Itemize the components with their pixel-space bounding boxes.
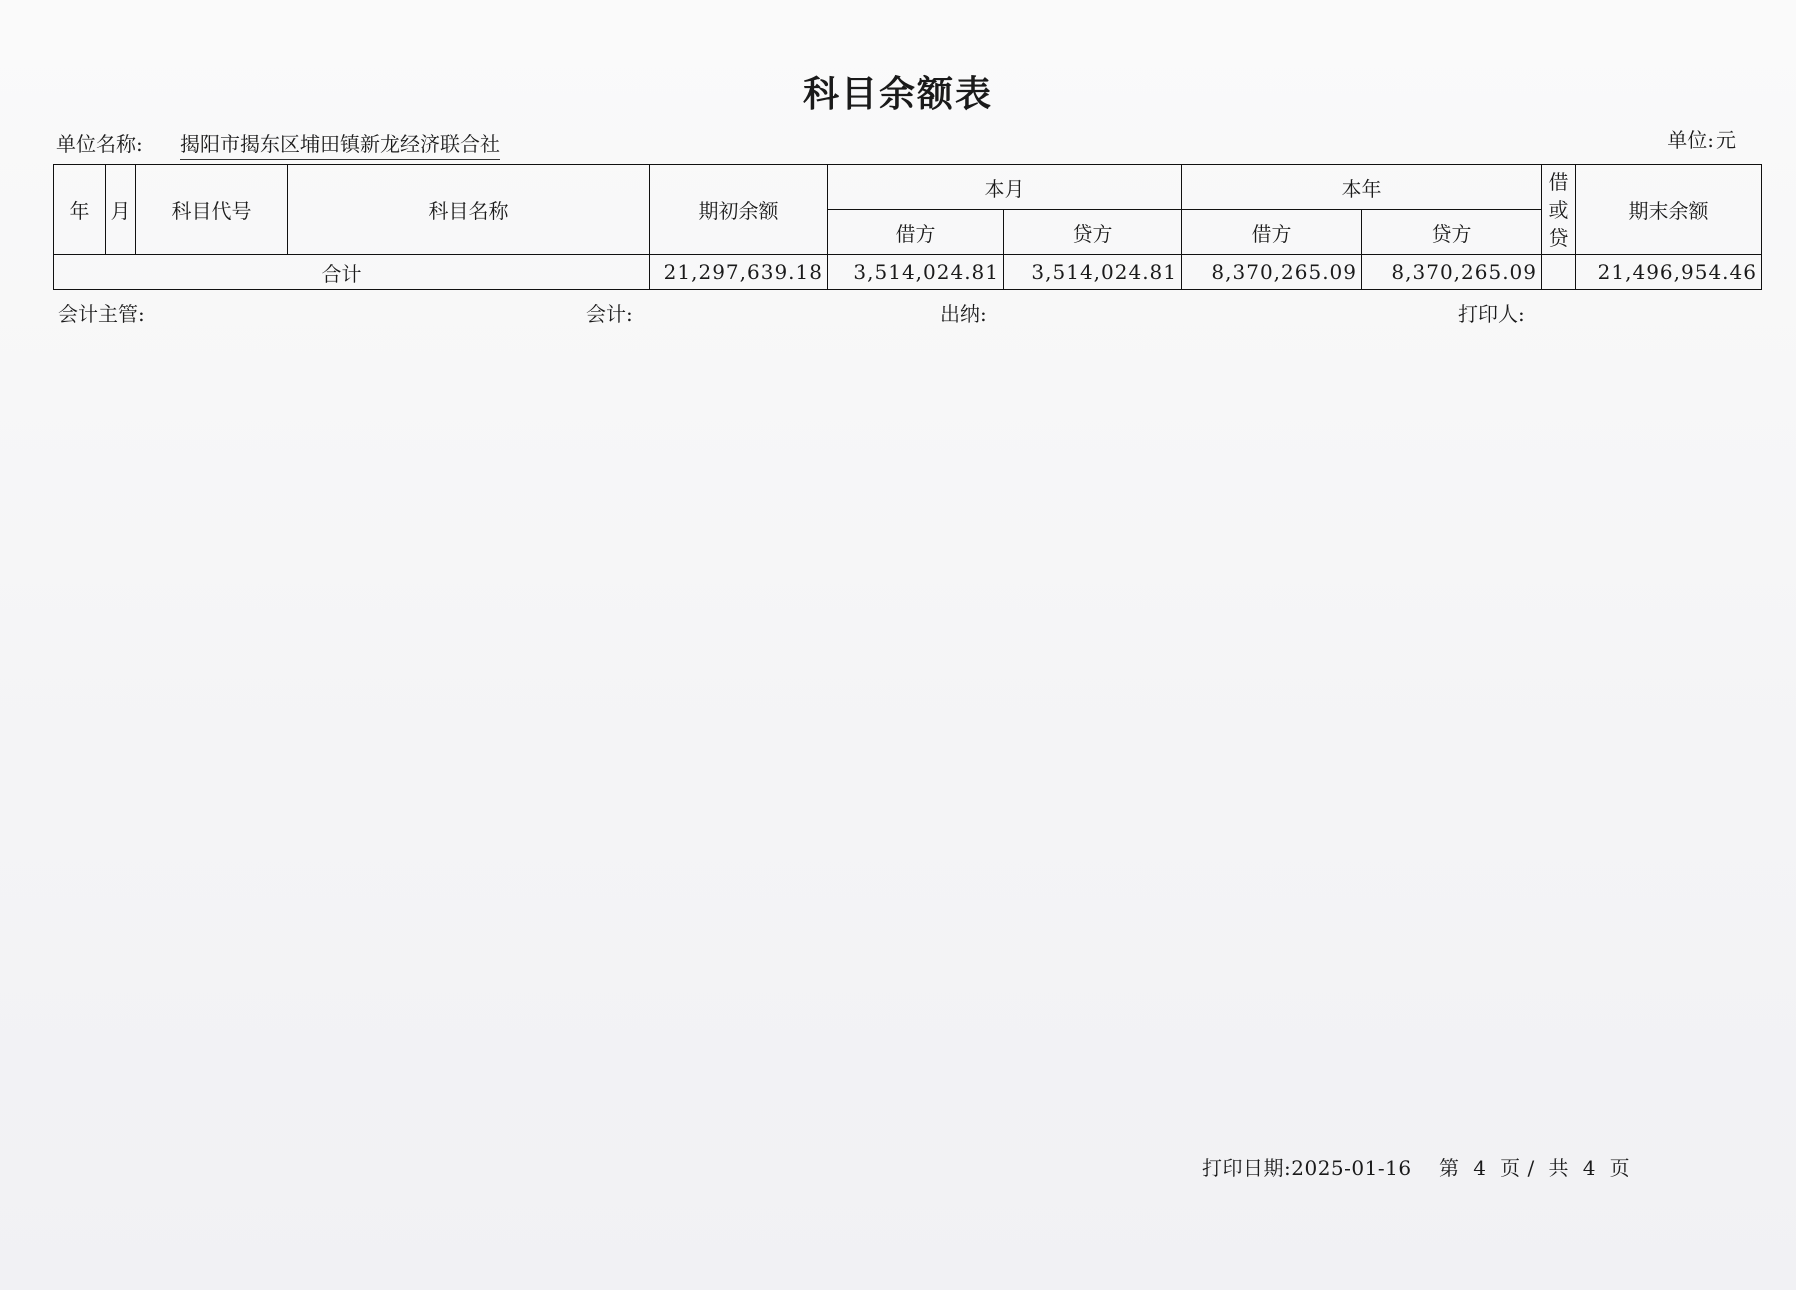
header-this-month: 本月 xyxy=(828,165,1182,210)
total-opening-balance: 21,297,639.18 xyxy=(650,255,828,290)
currency-unit-value: 元 xyxy=(1716,128,1736,152)
header-month: 月 xyxy=(106,165,136,255)
page-separator: / xyxy=(1527,1156,1535,1180)
header-direction-char: 或 xyxy=(1548,197,1569,222)
page-total: 4 xyxy=(1582,1156,1596,1180)
table-row-total xyxy=(54,255,1762,290)
total-year-credit: 8,370,265.09 xyxy=(1362,255,1542,290)
total-unit: 页 xyxy=(1609,1156,1631,1180)
unit-name-value: 揭阳市揭东区埔田镇新龙经济联合社 xyxy=(180,128,500,160)
report-title: 科目余额表 xyxy=(802,74,993,115)
header-month-credit: 贷方 xyxy=(1004,210,1182,255)
currency-unit-label: 单位: xyxy=(1667,128,1714,152)
signature-printer: 打印人: xyxy=(1458,302,1525,326)
page-current: 4 xyxy=(1473,1156,1487,1180)
total-year-debit: 8,370,265.09 xyxy=(1182,255,1362,290)
total-closing-balance: 21,496,954.46 xyxy=(1576,255,1762,290)
signature-cashier: 出纳: xyxy=(940,302,987,326)
balance-table xyxy=(53,164,1762,290)
unit-name-label: 单位名称: xyxy=(56,132,143,156)
total-label: 合计 xyxy=(54,255,650,290)
header-year-credit: 贷方 xyxy=(1362,210,1542,255)
total-prefix: 共 xyxy=(1548,1156,1569,1180)
signature-supervisor: 会计主管: xyxy=(58,302,145,326)
page-prefix: 第 xyxy=(1439,1156,1460,1180)
total-month-debit: 3,514,024.81 xyxy=(828,255,1004,290)
print-date-label: 打印日期: xyxy=(1202,1156,1292,1180)
header-row-1 xyxy=(54,165,1762,210)
header-year: 年 xyxy=(54,165,106,255)
header-opening-balance: 期初余额 xyxy=(650,165,828,255)
signature-accountant: 会计: xyxy=(586,302,633,326)
header-account-code: 科目代号 xyxy=(136,165,288,255)
total-month-credit: 3,514,024.81 xyxy=(1004,255,1182,290)
header-month-debit: 借方 xyxy=(828,210,1004,255)
header-direction xyxy=(1542,165,1576,255)
total-direction xyxy=(1542,255,1576,290)
page-unit: 页 xyxy=(1500,1156,1521,1180)
header-direction-char: 贷 xyxy=(1548,225,1569,250)
header-account-name: 科目名称 xyxy=(288,165,650,255)
header-year-debit: 借方 xyxy=(1182,210,1362,255)
header-this-year: 本年 xyxy=(1182,165,1542,210)
print-date: 2025-01-16 xyxy=(1291,1156,1412,1180)
header-direction-char: 借 xyxy=(1548,169,1569,194)
print-footer xyxy=(1202,1152,1630,1181)
header-closing-balance: 期末余额 xyxy=(1576,165,1762,255)
currency-unit xyxy=(1665,124,1736,153)
